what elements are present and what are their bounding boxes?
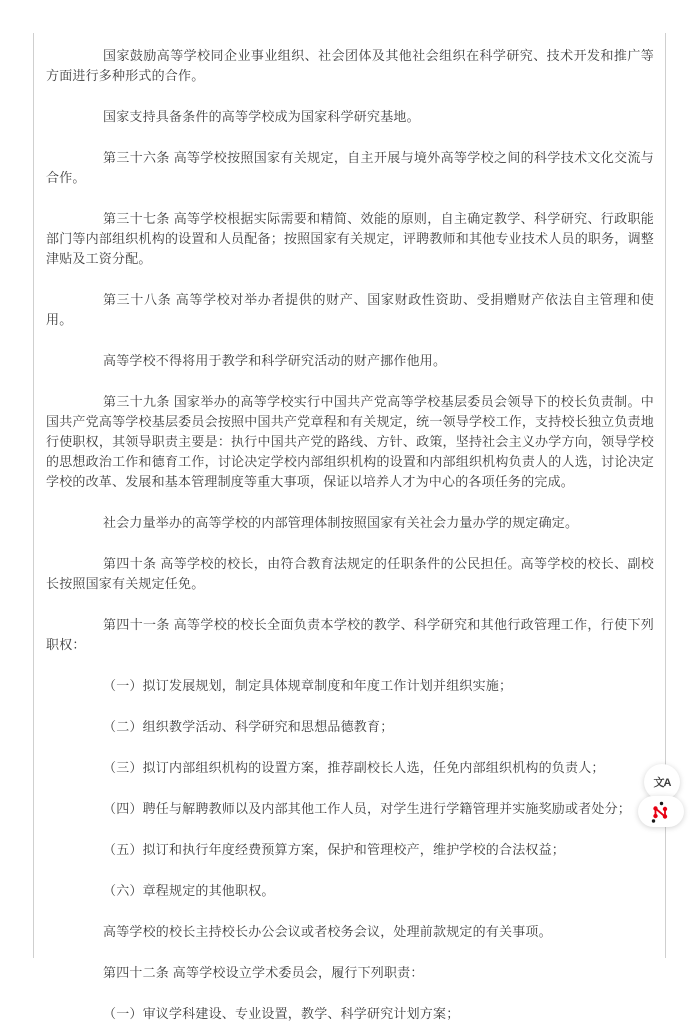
translate-icon: 文A [653,777,671,789]
law-paragraph-article-38: 第三十八条 高等学校对举办者提供的财产、国家财政性资助、受捐赠财产依法自主管理和使用。 [46,292,654,327]
law-document-panel [33,33,666,1021]
law-list-item-3: （三）拟订内部组织机构的设置方案，推荐副校长人选，任免内部组织机构的负责人； [103,760,605,775]
law-paragraph-article-40: 第四十条 高等学校的校长，由符合教育法规定的任职条件的公民担任。高等学校的校长、副校长按照国家有关规定任免。 [46,556,654,591]
law-list-item-2: （二）组织教学活动、科学研究和思想品德教育； [103,719,394,734]
law-paragraph: 国家支持具备条件的高等学校成为国家科学研究基地。 [103,109,420,124]
law-paragraph: 高等学校不得将用于教学和科学研究活动的财产挪作他用。 [103,353,447,368]
law-paragraph-article-42: 第四十二条 高等学校设立学术委员会，履行下列职责： [103,965,424,980]
law-paragraph: 社会力量举办的高等学校的内部管理体制按照国家有关社会力量办学的规定确定。 [103,515,579,530]
law-list-item-4: （四）聘任与解聘教师以及内部其他工作人员，对学生进行学籍管理并实施奖励或者处分； [103,801,632,816]
law-list-item-1: （一）拟订发展规划，制定具体规章制度和年度工作计划并组织实施； [103,678,513,693]
law-list-item-6: （六）章程规定的其他职权。 [103,883,275,898]
law-paragraph: 国家鼓励高等学校同企业事业组织、社会团体及其他社会组织在科学研究、技术开发和推广等方面进行多种形式的合作。 [46,48,654,83]
law-list-item-5: （五）拟订和执行年度经费预算方案，保护和管理校产，维护学校的合法权益； [103,842,566,857]
law-paragraph: 高等学校的校长主持校长办公会议或者校务会议，处理前款规定的有关事项。 [103,924,552,939]
law-paragraph-article-39: 第三十九条 国家举办的高等学校实行中国共产党高等学校基层委员会领导下的校长负责制。中国共产党高等学校基层委员会按照中国共产党章程和有关规定，统一领导学校工作，支持校长独立负责地行使职权，其领导职责主要是：执行中国共产党的路线、方针、政策，坚持社会主义办学方向，领导学校的思想政治工作和德育工作，讨论决定学校内部组织机构的设置和内部组织机构负责人的人选，讨论决定学校的改革、发展和基本管理制度等重大事项，保证以培养人才为中心的各项任务的完成。 [46,394,654,489]
law-paragraph-article-37: 第三十七条 高等学校根据实际需要和精简、效能的原则，自主确定教学、科学研究、行政职能部门等内部组织机构的设置和人员配备；按照国家有关规定，评聘教师和其他专业技术人员的职务，调整津贴及工资分配。 [46,211,654,266]
knowledge-graph-icon [649,800,673,824]
law-paragraph-article-36: 第三十六条 高等学校按照国家有关规定，自主开展与境外高等学校之间的科学技术文化交流与合作。 [46,150,654,185]
knowledge-graph-button[interactable] [638,796,684,827]
translate-button[interactable] [644,764,680,800]
law-paragraph-article-41: 第四十一条 高等学校的校长全面负责本学校的教学、科学研究和其他行政管理工作，行使下列职权： [46,617,654,652]
law-list-item-1b: （一）审议学科建设、专业设置，教学、科学研究计划方案； [103,1006,460,1021]
